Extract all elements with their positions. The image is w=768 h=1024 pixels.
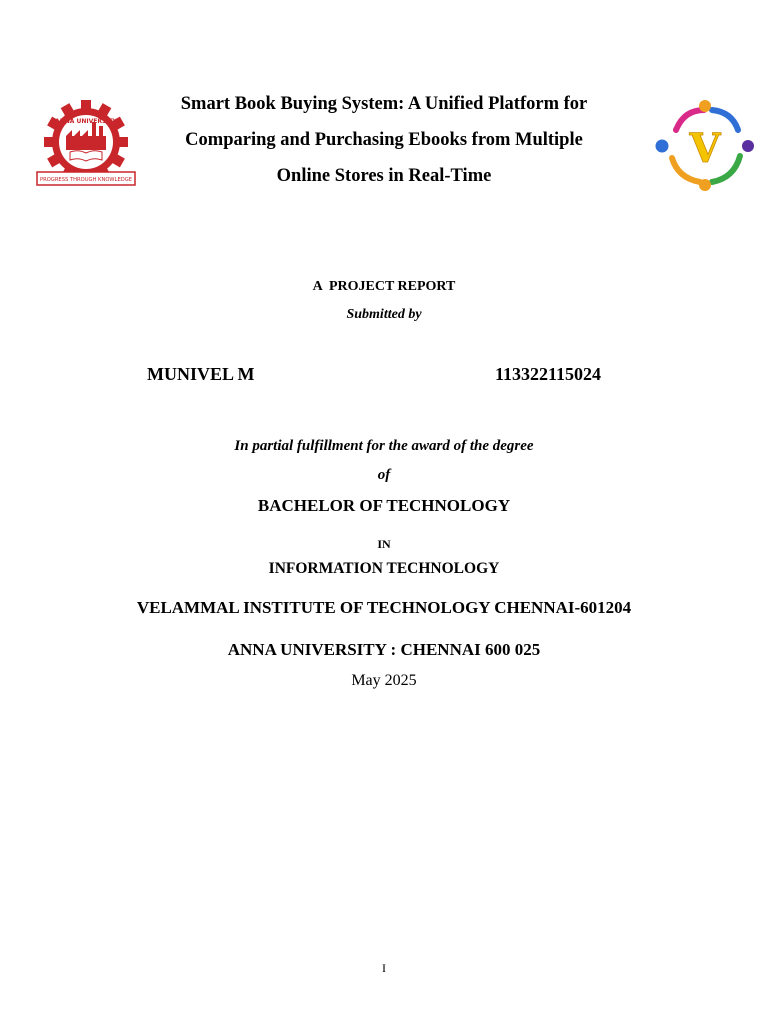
fulfillment-text: In partial fulfillment for the award of the degree [234,438,534,454]
branch-name: INFORMATION TECHNOLOGY [268,560,500,577]
in-label: IN [377,537,391,551]
student-register-number: 113322115024 [495,364,602,384]
anna-university-logo [36,100,136,188]
title-line: Online Stores in Real-Time [276,166,492,186]
submitted-by-label: Submitted by [346,307,422,322]
logo-arc-text: ANNA UNIVERSITY [55,118,117,125]
title-line: Comparing and Purchasing Ebooks from Multiple [185,130,583,150]
title-line: Smart Book Buying System: A Unified Platform for [180,94,588,114]
of-label: of [377,467,391,483]
velammal-v-logo-icon [654,100,756,192]
student-name: MUNIVEL M [147,364,255,384]
university-name: ANNA UNIVERSITY : CHENNAI 600 025 [227,640,541,659]
report-date: May 2025 [351,672,417,689]
logo-letter: V [689,125,721,172]
velammal-logo [654,100,756,192]
page-number: I [382,961,386,975]
report-label: A PROJECT REPORT [312,279,456,294]
anna-university-emblem-icon [36,100,136,188]
institute-name: VELAMMAL INSTITUTE OF TECHNOLOGY CHENNAI-601204 [136,598,632,617]
degree-name: BACHELOR OF TECHNOLOGY [257,496,511,515]
logo-banner-text: PROGRESS THROUGH KNOWLEDGE [39,177,133,183]
report-title [150,86,618,194]
